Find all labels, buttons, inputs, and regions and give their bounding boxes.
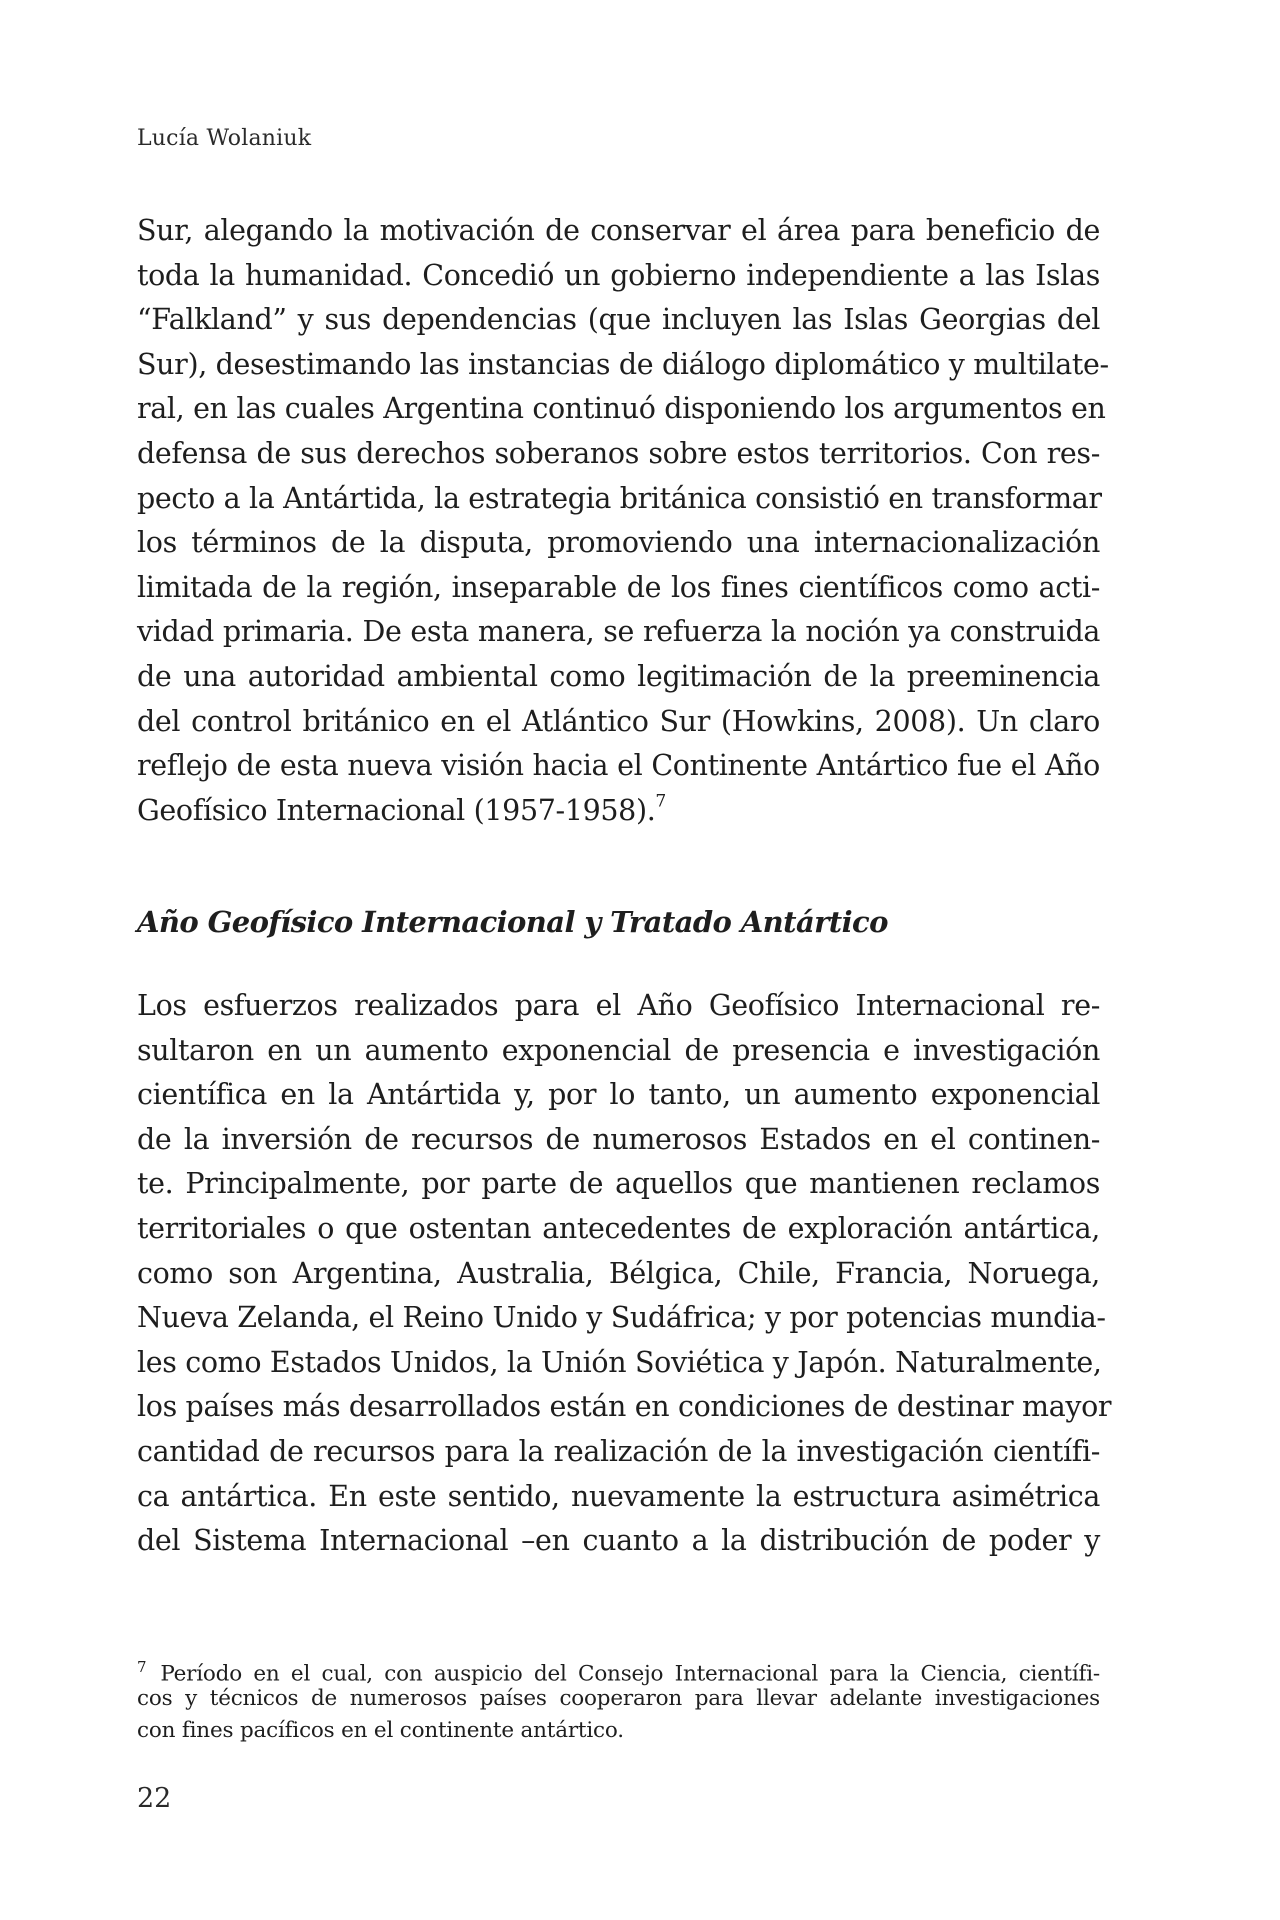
text-line-last bbox=[137, 789, 1100, 834]
footnote-line: cos y técnicos de numerosos países cooperaron para llevar adelante investigaciones bbox=[137, 1686, 1100, 1711]
text-line: los términos de la disputa, promoviendo una internacionalización bbox=[137, 526, 1100, 560]
text-line: te. Principalmente, por parte de aquellos que mantienen reclamos bbox=[137, 1167, 1100, 1201]
page-number: 22 bbox=[137, 1783, 172, 1814]
text-line: les como Estados Unidos, la Unión Soviética y Japón. Naturalmente, bbox=[137, 1345, 1102, 1379]
text-line: pecto a la Antártida, la estrategia británica consistió en transformar bbox=[137, 481, 1102, 515]
footnote-reference[interactable]: 7 bbox=[655, 791, 666, 812]
footnote-line-text: Período en el cual, con auspicio del Consejo Internacional para la Ciencia, científi- bbox=[160, 1661, 1100, 1687]
text-line: ral, en las cuales Argentina continuó disponiendo los argumentos en bbox=[137, 392, 1106, 426]
text-line: Nueva Zelanda, el Reino Unido y Sudáfrica; y por potencias mundia- bbox=[137, 1301, 1106, 1335]
text-line: del control británico en el Atlántico Sur (Howkins, 2008). Un claro bbox=[137, 704, 1100, 738]
text-line: sultaron en un aumento exponencial de presencia e investigación bbox=[137, 1033, 1100, 1067]
text-line: de la inversión de recursos de numerosos Estados en el continen- bbox=[137, 1122, 1100, 1156]
text-line: científica en la Antártida y, por lo tanto, un aumento exponencial bbox=[137, 1078, 1100, 1112]
text-line: limitada de la región, inseparable de los fines científicos como acti- bbox=[137, 570, 1100, 604]
text-line: los países más desarrollados están en condiciones de destinar mayor bbox=[137, 1390, 1112, 1424]
body-paragraph-1 bbox=[137, 209, 1109, 833]
footnote-marker: 7 bbox=[137, 1658, 147, 1676]
footnote-line bbox=[137, 1651, 1100, 1687]
text-line: “Falkland” y sus dependencias (que incluyen las Islas Georgias del bbox=[137, 303, 1100, 337]
text-line: ca antártica. En este sentido, nuevamente la estructura asimétrica bbox=[137, 1479, 1100, 1513]
text-line: toda la humanidad. Concedió un gobierno independiente a las Islas bbox=[137, 258, 1100, 292]
running-head: Lucía Wolaniuk bbox=[137, 126, 312, 151]
section-heading: Año Geofísico Internacional y Tratado Antártico bbox=[137, 905, 888, 939]
text-line-last-content: Geofísico Internacional (1957-1958). bbox=[137, 793, 656, 827]
text-line: defensa de sus derechos soberanos sobre estos territorios. Con res- bbox=[137, 436, 1100, 470]
text-line: reflejo de esta nueva visión hacia el Continente Antártico fue el Año bbox=[137, 749, 1100, 783]
text-line: territoriales o que ostentan antecedentes de exploración antártica, bbox=[137, 1211, 1100, 1245]
text-line: como son Argentina, Australia, Bélgica, Chile, Francia, Noruega, bbox=[137, 1256, 1100, 1290]
text-line: Los esfuerzos realizados para el Año Geofísico Internacional re- bbox=[137, 989, 1100, 1022]
footnote-line: con fines pacíficos en el continente antártico. bbox=[137, 1718, 624, 1743]
text-line: del Sistema Internacional –en cuanto a la distribución de poder y bbox=[137, 1524, 1100, 1558]
text-line: Sur), desestimando las instancias de diálogo diplomático y multilate- bbox=[137, 347, 1109, 381]
text-line: de una autoridad ambiental como legitimación de la preeminencia bbox=[137, 659, 1100, 693]
footnote bbox=[137, 1651, 1100, 1747]
body-paragraph-2 bbox=[137, 984, 1112, 1564]
text-line: cantidad de recursos para la realización de la investigación científi- bbox=[137, 1434, 1100, 1468]
text-line: Sur, alegando la motivación de conservar el área para beneficio de bbox=[137, 214, 1100, 247]
text-line: vidad primaria. De esta manera, se refuerza la noción ya construida bbox=[137, 615, 1100, 649]
